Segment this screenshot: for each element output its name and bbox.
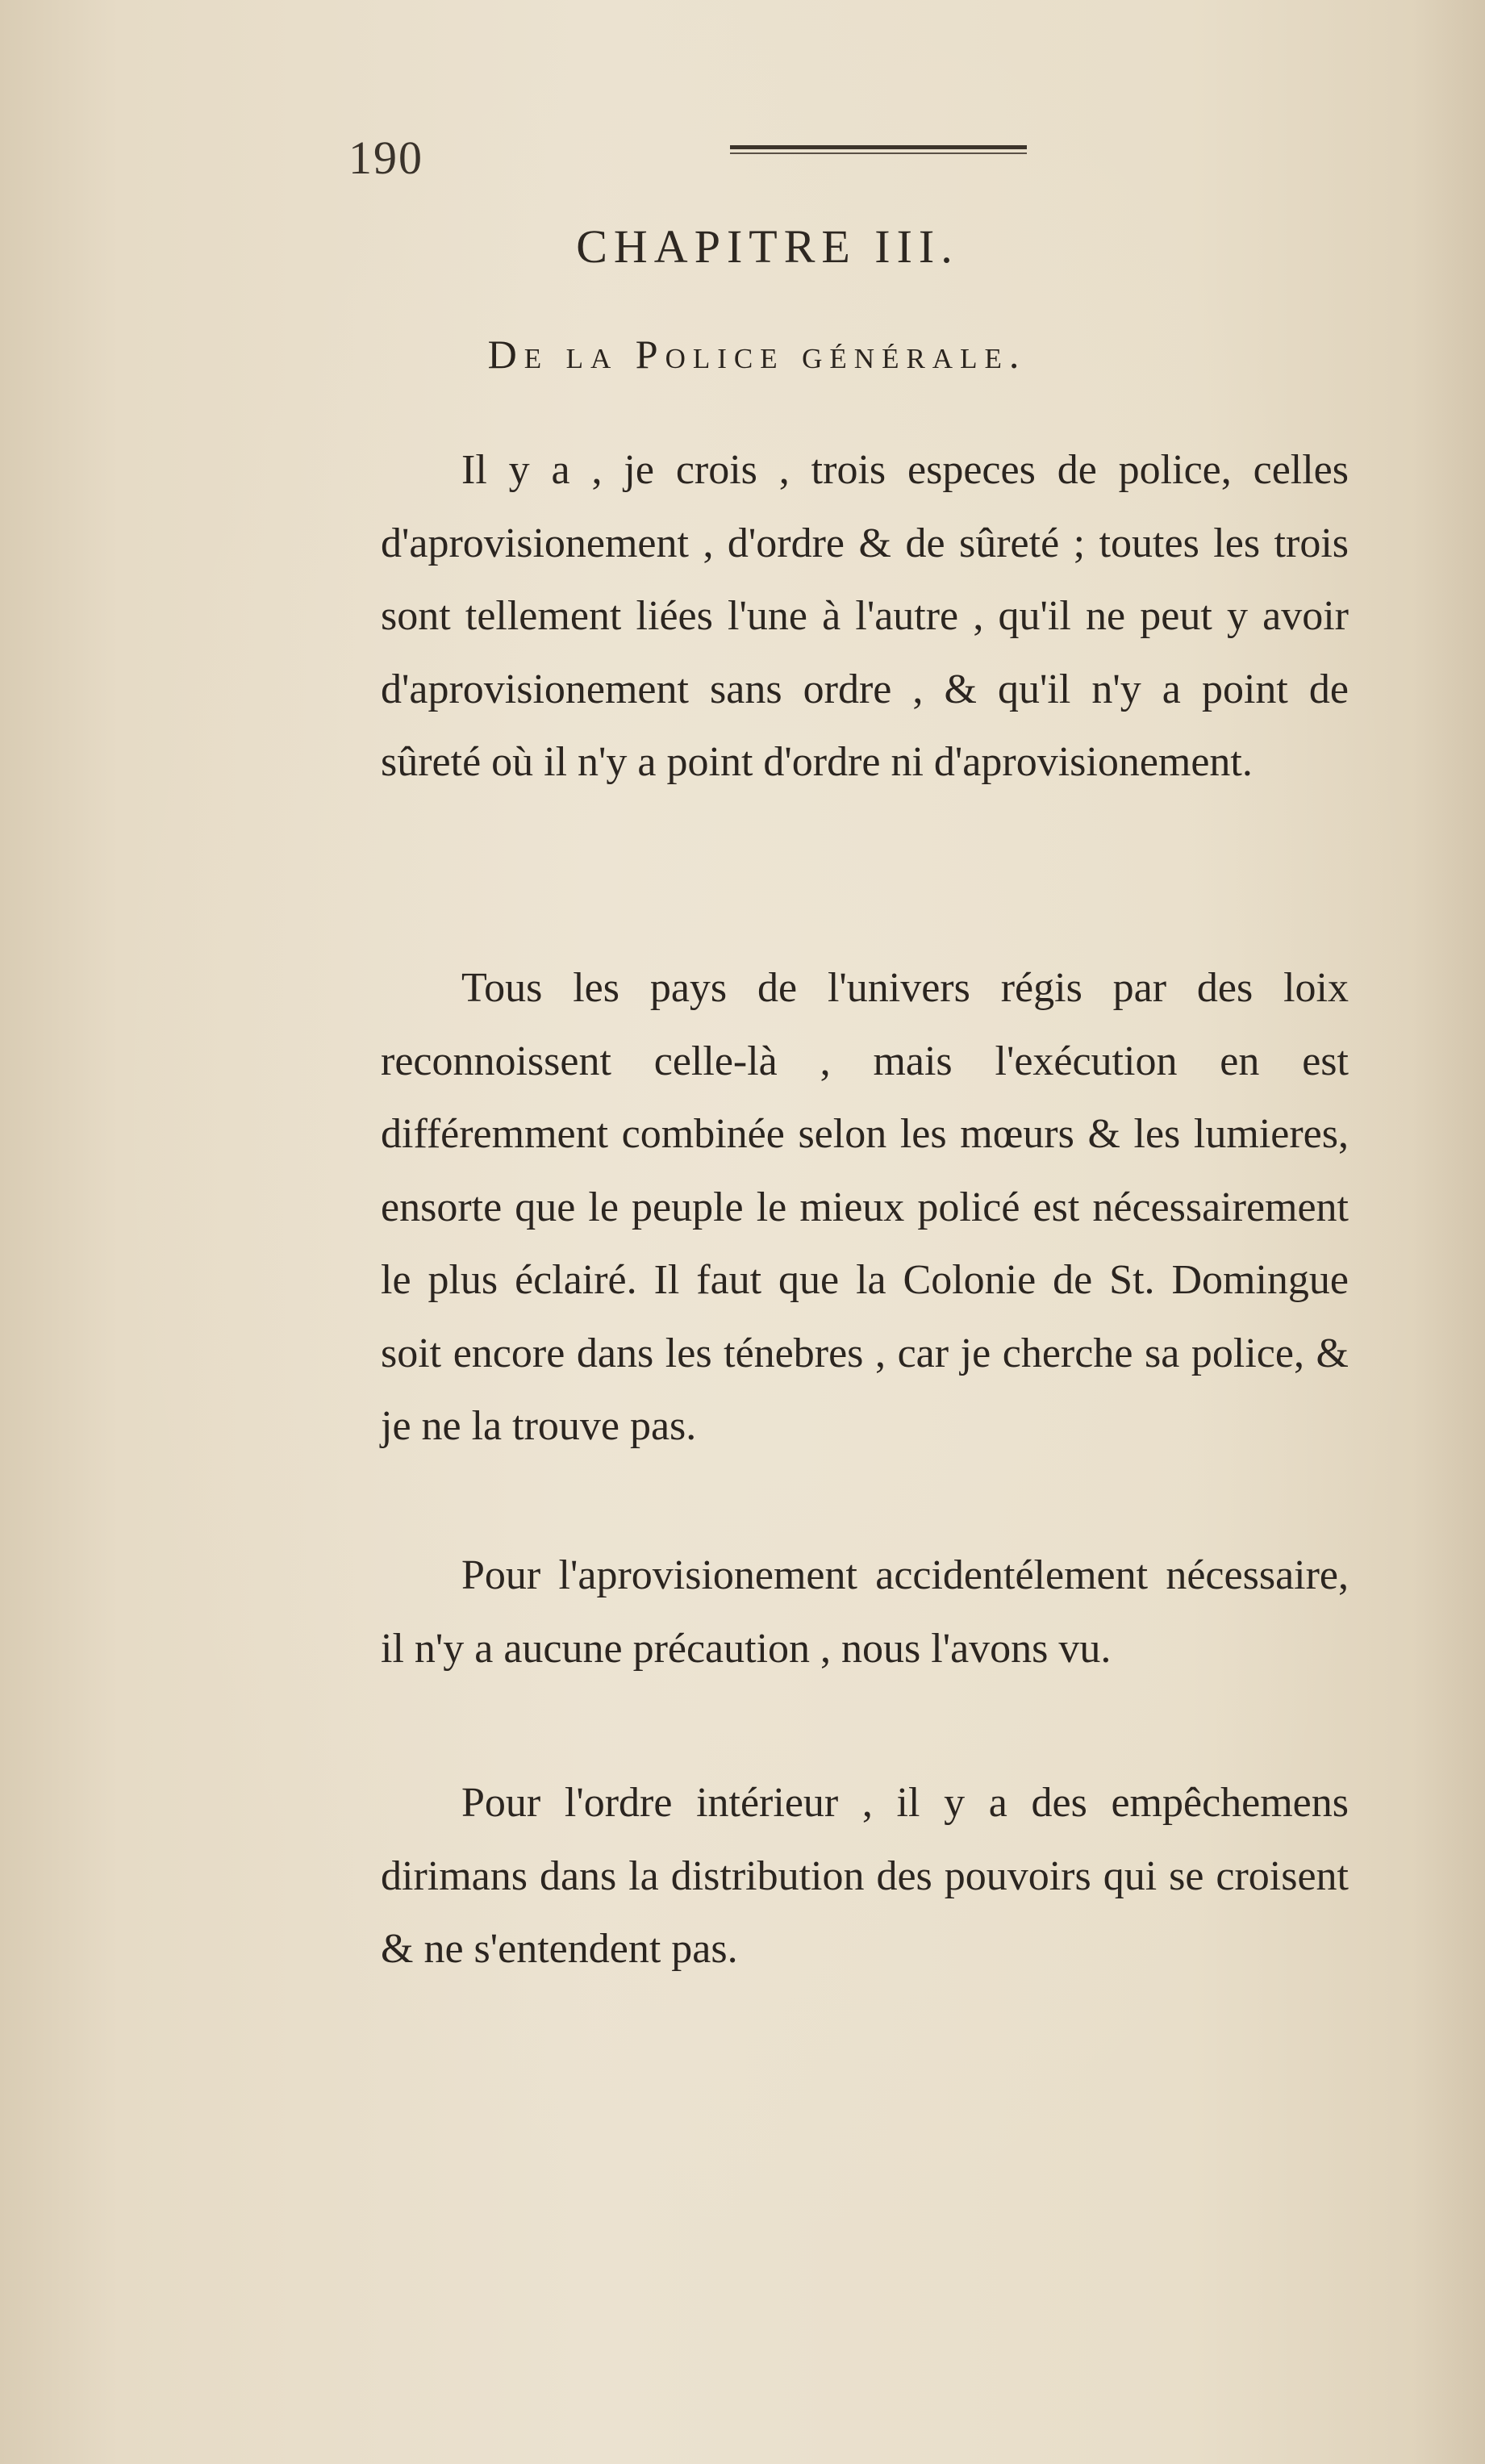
paragraph: Pour l'aprovisionement accidentélement nécessaire, il n'y a aucune précaution , nous l'avons vu. xyxy=(381,1552,1349,1672)
ornament-thin-line xyxy=(730,152,1027,154)
paragraph: Il y a , je crois , trois especes de police, celles d'aprovisionement , d'ordre & de sûreté ; toutes les trois sont tellement liées l'une à l'autre , qu'il ne peut y avoir d'aprovisionement sans ordre , & qu'il n'y a point de sûreté où il n'y a point d'ordre ni d'aprovisionement. xyxy=(381,447,1349,785)
section-title: De la Police générale. xyxy=(487,332,1027,377)
paragraph-2-block xyxy=(381,952,1349,1464)
chapter-title: CHAPITRE III. xyxy=(576,220,959,273)
page-number: 190 xyxy=(348,132,423,184)
paragraph-1-block xyxy=(381,434,1349,800)
ornament-thick-line xyxy=(730,145,1027,149)
paragraph: Pour l'ordre intérieur , il y a des empêchemens dirimans dans la distribution des pouvoirs qui se croisent & ne s'entendent pas. xyxy=(381,1780,1349,1972)
paragraph-3-block xyxy=(381,1539,1349,1685)
paragraph: Tous les pays de l'univers régis par des loix reconnoissent celle-là , mais l'exécution en est différemment combinée selon les mœurs & les lumieres, ensorte que le peuple le mieux policé est nécessairement le plus éclairé. Il faut que la Colonie de St. Domingue soit encore dans les ténebres , car je cherche sa police, & je ne la trouve pas. xyxy=(381,965,1349,1449)
header-ornament-rule xyxy=(730,145,1027,157)
paragraph-4-block xyxy=(381,1767,1349,1986)
